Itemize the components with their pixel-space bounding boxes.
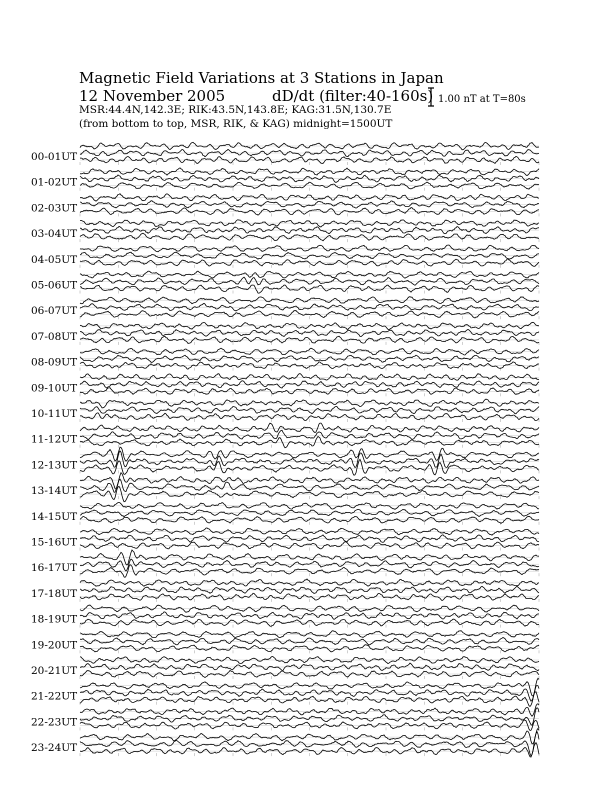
hour-row-label: 00-01UT <box>31 151 78 163</box>
hour-row-label: 08-09UT <box>31 356 78 369</box>
hour-row-label: 06-07UT <box>31 305 78 318</box>
hour-row <box>31 220 539 242</box>
trace-msr <box>80 388 539 395</box>
hour-row-label: 03-04UT <box>31 228 78 241</box>
trace-kag <box>80 728 539 743</box>
hour-row-label: 19-20UT <box>31 639 78 652</box>
trace-rik <box>80 559 539 571</box>
trace-kag <box>80 704 539 716</box>
hour-row <box>31 245 539 268</box>
chart-date: 12 November 2005 <box>79 87 226 105</box>
trace-kag <box>80 271 539 278</box>
hour-row <box>31 657 539 680</box>
hour-row <box>31 605 539 628</box>
hour-row <box>31 728 539 757</box>
hour-row-label: 09-10UT <box>31 382 78 395</box>
scale-bar-label: 1.00 nT at T=80s <box>438 94 526 105</box>
hour-row-label: 12-13UT <box>31 459 78 472</box>
trace-rik <box>80 430 539 439</box>
hour-row-label: 11-12UT <box>31 433 78 446</box>
hour-row <box>31 168 539 191</box>
hour-row <box>31 297 539 320</box>
chart-title: Magnetic Field Variations at 3 Stations in Japan <box>79 69 444 87</box>
hour-row-label: 18-19UT <box>31 613 78 626</box>
hour-row <box>31 423 539 448</box>
hour-row <box>31 678 539 706</box>
hour-row <box>31 502 539 524</box>
trace-kag <box>80 245 539 252</box>
trace-rik <box>80 277 539 285</box>
hour-row <box>31 631 539 654</box>
trace-kag <box>80 579 539 586</box>
hour-row-label: 17-18UT <box>31 587 78 600</box>
hour-row <box>31 322 539 345</box>
trace-kag <box>80 423 539 432</box>
hour-row-label: 01-02UT <box>31 176 78 189</box>
hour-row-label: 20-21UT <box>31 665 78 677</box>
hour-row-label: 04-05UT <box>31 253 78 266</box>
hour-row <box>31 550 539 577</box>
hour-row <box>31 579 539 602</box>
station-order-note: (from bottom to top, MSR, RIK, & KAG) midnight=1500UT <box>79 118 393 130</box>
hour-row-label: 02-03UT <box>31 202 78 215</box>
hour-row <box>31 447 539 475</box>
station-coordinates: MSR:44.4N,142.3E; RIK:43.5N,143.8E; KAG:31.5N,130.7E <box>79 104 392 116</box>
trace-kag <box>80 447 539 461</box>
hour-row <box>31 399 539 422</box>
hour-row-label: 05-06UT <box>31 279 78 292</box>
hour-row-label: 14-15UT <box>31 510 78 523</box>
hour-row <box>31 528 539 551</box>
hour-row-label: 22-23UT <box>31 716 78 729</box>
trace-kag <box>80 399 539 408</box>
hour-row-label: 13-14UT <box>31 485 78 498</box>
hour-row <box>31 374 539 397</box>
hour-row-label: 15-16UT <box>31 536 78 549</box>
trace-kag <box>80 374 539 381</box>
trace-kag <box>80 473 539 489</box>
hour-row <box>31 348 539 370</box>
trace-rik <box>80 509 539 516</box>
hour-row-label: 10-11UT <box>31 408 78 420</box>
hour-row <box>31 704 539 731</box>
hour-row <box>31 271 539 293</box>
hour-row-label: 21-22UT <box>31 690 78 703</box>
scale-bar-line <box>428 88 434 106</box>
scale-bar <box>428 88 434 106</box>
hour-row-label: 07-08UT <box>31 330 78 343</box>
hour-row-label: 23-24UT <box>31 742 78 755</box>
hour-row <box>31 142 539 165</box>
hour-row <box>31 194 539 217</box>
chart-component: dD/dt (filter:40-160s) <box>272 87 434 105</box>
hour-row-label: 16-17UT <box>31 562 78 575</box>
hour-row <box>31 473 539 502</box>
